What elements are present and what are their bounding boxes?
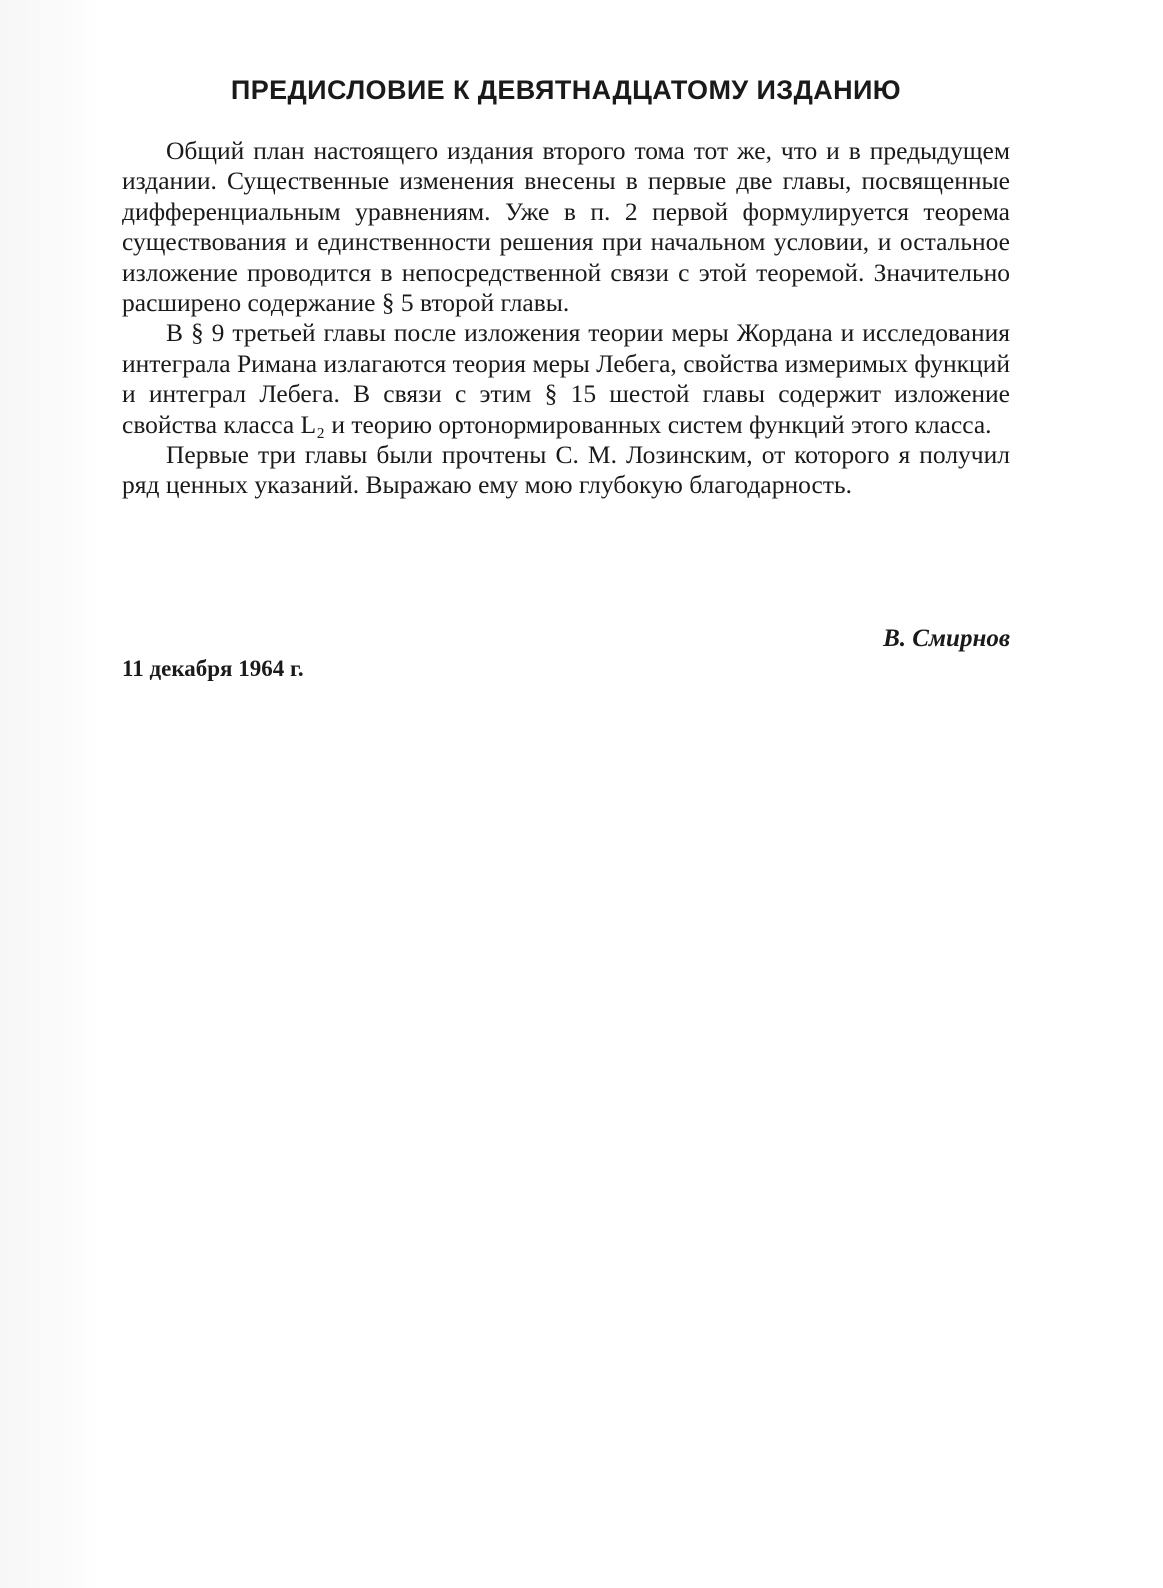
preface-paragraph-1: Общий план настоящего издания второго тома тот же, что и в предыдущем издании. Существенные изменения внесены в первые две главы, посвященные дифференциальным уравнениям. Уже в п. 2 первой формулируется теорема существования и единственности решения при начальном условии, и остальное изложение проводится в непосредственной связи с этой теоремой. Значительно расширено содержание § 5 второй главы.	[122, 136, 1010, 318]
preface-title: ПРЕДИСЛОВИЕ К ДЕВЯТНАДЦАТОМУ ИЗДАНИЮ	[230, 75, 902, 105]
scan-margin-shading	[0, 0, 100, 1588]
preface-body	[122, 136, 1010, 501]
preface-paragraph-3: Первые три главы были прочтены С. М. Лозинским, от которого я получил ряд ценных указаний. Выражаю ему мою глубокую благодарность.	[122, 440, 1010, 500]
preface-paragraph-2: В § 9 третьей главы после изложения теории меры Жордана и исследования интеграла Римана излагаются теория меры Лебега, свойства измеримых функций и интеграл Лебега. В связи с этим § 15 шестой главы содержит изложение свойства класса L₂ и теорию ортонормированных систем функций этого класса.	[122, 318, 1010, 439]
preface-date: 11 декабря 1964 г.	[122, 656, 304, 681]
author-signature: В. Смирнов	[883, 625, 1010, 652]
